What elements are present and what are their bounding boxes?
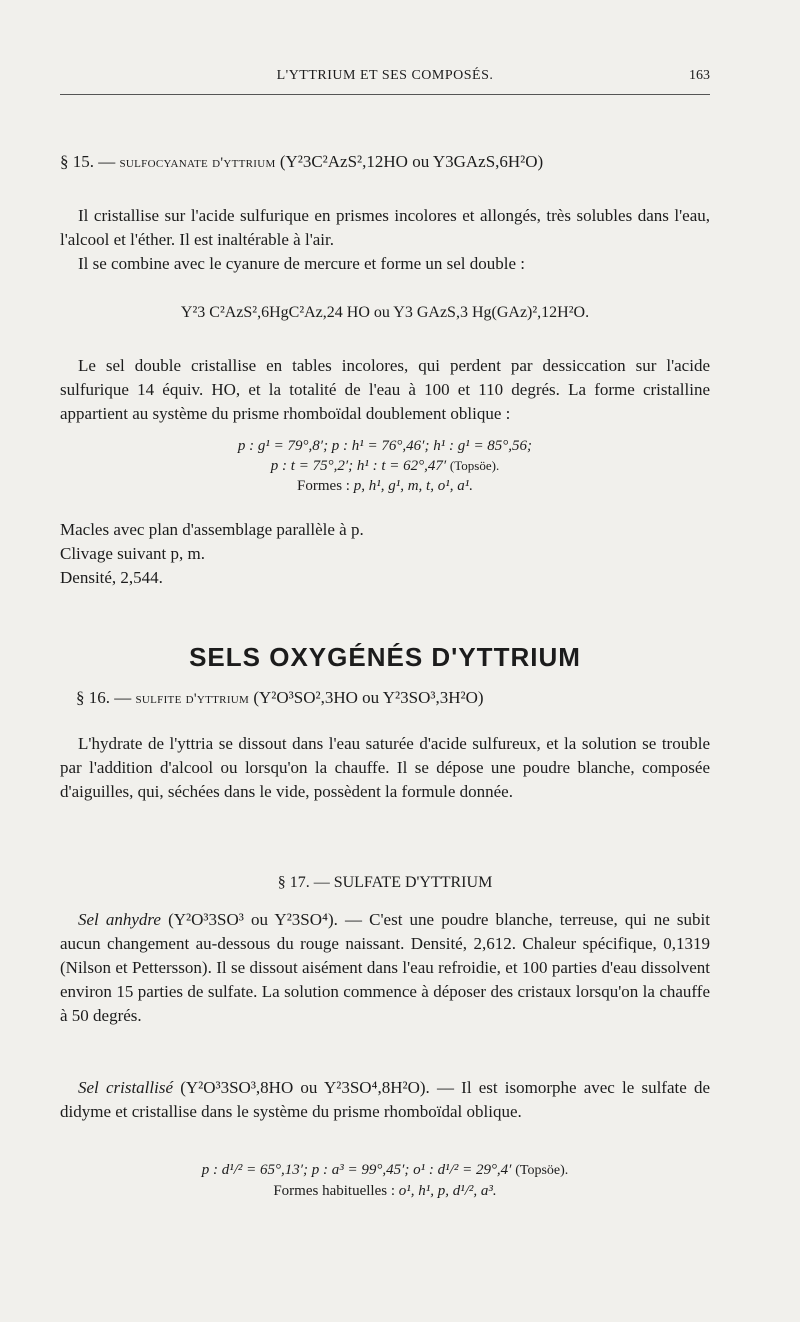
angles-values: p : t = 75°,2′; h¹ : t = 62°,47′	[270, 458, 447, 474]
section-formula: (Y²O³SO²,3HO ou Y²3SO³,3H²O)	[253, 688, 484, 707]
section-number: § 15. —	[60, 152, 116, 171]
density-line: Densité, 2,544.	[60, 568, 163, 587]
forms-line	[60, 476, 710, 496]
forms-label: Formes habituelles :	[273, 1183, 395, 1199]
section-title: sulfocyanate d'yttrium	[119, 155, 276, 171]
section-16-heading	[60, 686, 726, 711]
section-15-heading	[60, 150, 710, 175]
term-label: Sel cristallisé	[78, 1078, 173, 1097]
paragraph-sel-anhydre	[60, 908, 710, 1028]
page-number: 163	[689, 68, 710, 83]
crystal-angles	[60, 436, 710, 496]
running-header	[60, 68, 710, 95]
section-number: § 16. —	[76, 688, 132, 707]
section-17-heading: § 17. — SULFATE D'YTTRIUM	[277, 874, 493, 891]
macles-line: Macles avec plan d'assemblage parallèle à p.	[60, 520, 364, 539]
angles-line	[60, 1160, 710, 1181]
angles-source: (Topsöe).	[515, 1163, 569, 1178]
paragraph: Le sel double cristallise en tables incolores, qui perdent par dessiccation sur l'acide sulfurique 14 équiv. HO, et la totalité de l'eau à 100 et 110 degrés. La forme cristalline appartient au système du prisme rhomboïdal doublement oblique :	[60, 356, 710, 423]
clivage-line: Clivage suivant p, m.	[60, 544, 205, 563]
angles-line: p : g¹ = 79°,8′; p : h¹ = 76°,46′; h¹ : g¹ = 85°,56;	[237, 438, 533, 454]
paragraph-text: — Il est isomorphe avec le sulfate de didyme et cristallise dans le système du prisme rhomboïdal oblique.	[60, 1078, 711, 1121]
angles-line	[60, 456, 710, 476]
properties-list	[60, 518, 710, 590]
forms-line	[60, 1181, 710, 1201]
inline-formula: (Y²O³3SO³ ou Y²3SO⁴).	[168, 910, 338, 929]
section-title: sulfite d'yttrium	[135, 691, 250, 707]
paragraph-text: — C'est une poudre blanche, terreuse, qui ne subit aucun changement au-dessous du rouge naissant. Densité, 2,612. Chaleur spécifique, 0,1319 (Nilson et Pettersson). Il se dissout aisément dans l'eau refroidie, et 100 parties d'eau dissolvent environ 15 parties de sulfate. La solution commence à déposer des cristaux lorsqu'on la chauffe à 50 degrés.	[60, 910, 710, 1025]
forms-label: Formes :	[297, 478, 350, 494]
inline-formula: (Y²O³3SO³,8HO ou Y²3SO⁴,8H²O).	[180, 1078, 430, 1097]
paragraph: Il cristallise sur l'acide sulfurique en prismes incolores et allongés, très solubles dans l'eau, l'alcool et l'éther. Il est inaltérable à l'air.	[60, 206, 710, 249]
forms-list: p, h¹, g¹, m, t, o¹, a¹.	[353, 478, 473, 494]
paragraph-sel-cristallise	[60, 1076, 710, 1124]
crystal-angles	[60, 1160, 710, 1201]
angles-values: p : d¹/² = 65°,13′; p : a³ = 99°,45′; o¹ : d¹/² = 29°,4′	[201, 1162, 512, 1178]
running-title: L'YTTRIUM ET SES COMPOSÉS.	[276, 68, 494, 83]
chapter-title: SELS OXYGÉNÉS D'YTTRIUM	[189, 642, 581, 672]
section-formula: (Y²3C²AzS²,12HO ou Y3GAzS,6H²O)	[279, 152, 544, 171]
angles-source: (Topsöe).	[449, 458, 500, 473]
forms-list: o¹, h¹, p, d¹/², a³.	[398, 1183, 497, 1199]
paragraph: Il se combine avec le cyanure de mercure et forme un sel double :	[78, 254, 525, 273]
paragraph: L'hydrate de l'yttria se dissout dans l'eau saturée d'acide sulfureux, et la solution se trouble par l'addition d'alcool ou lorsqu'on la chauffe. Il se dépose une poudre blanche, composée d'aiguilles, qui, séchées dans le vide, possèdent la formule donnée.	[60, 734, 710, 801]
term-label: Sel anhydre	[78, 910, 161, 929]
chemical-formula: Y²3 C²AzS²,6HgC²Az,24 HO ou Y3 GAzS,3 Hg(GAz)²,12H²O.	[180, 304, 590, 321]
